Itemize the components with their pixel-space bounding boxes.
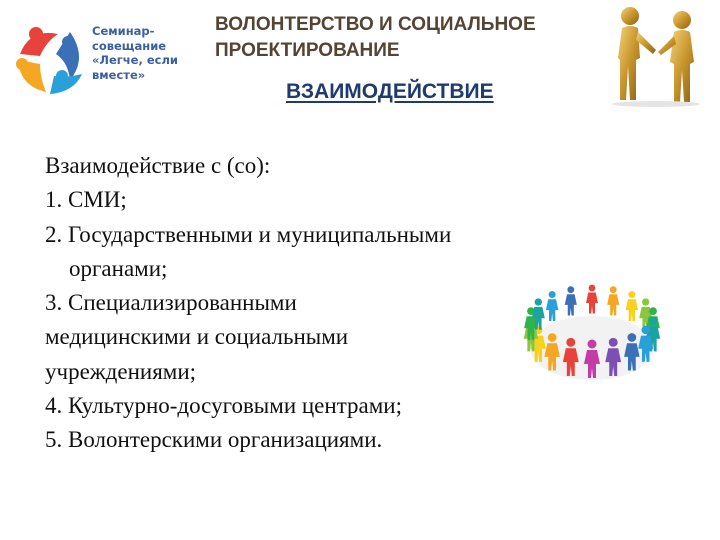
- seminar-logo: [10, 20, 200, 100]
- logo-text-line: совещание: [92, 38, 167, 53]
- logo-text-line: «Легче, если: [92, 53, 178, 67]
- list-item: 1. СМИ;: [45, 187, 127, 213]
- logo-text: [92, 24, 200, 82]
- list-item: 5. Волонтерскими организациями.: [45, 427, 383, 453]
- page-title-line: ВОЛОНТЕРСТВО И СОЦИАЛЬНОЕ: [215, 14, 536, 35]
- logo-text-line: Семинар-: [92, 24, 155, 38]
- list-item: 2. Государственными и муниципальными: [45, 221, 452, 247]
- list-intro: Взаимодействие с (со):: [45, 153, 271, 178]
- list-item: 3. Специализированными: [45, 290, 297, 316]
- logo-text-line: вместе»: [92, 67, 146, 82]
- list-item: медицинскими и социальными: [45, 324, 349, 350]
- page-title: [215, 12, 580, 72]
- interaction-list: [45, 149, 645, 458]
- slide-subtitle: ВЗАИМОДЕЙСТВИЕ: [286, 80, 494, 103]
- list-item: учреждениями;: [45, 358, 197, 384]
- handshake-figures-icon: [606, 4, 708, 108]
- people-circle-logo-icon: [10, 20, 90, 100]
- list-item: 4. Культурно-досуговыми центрами;: [45, 393, 402, 419]
- list-item: органами;: [69, 255, 168, 281]
- page-title-line: ПРОЕКТИРОВАНИЕ: [215, 40, 400, 61]
